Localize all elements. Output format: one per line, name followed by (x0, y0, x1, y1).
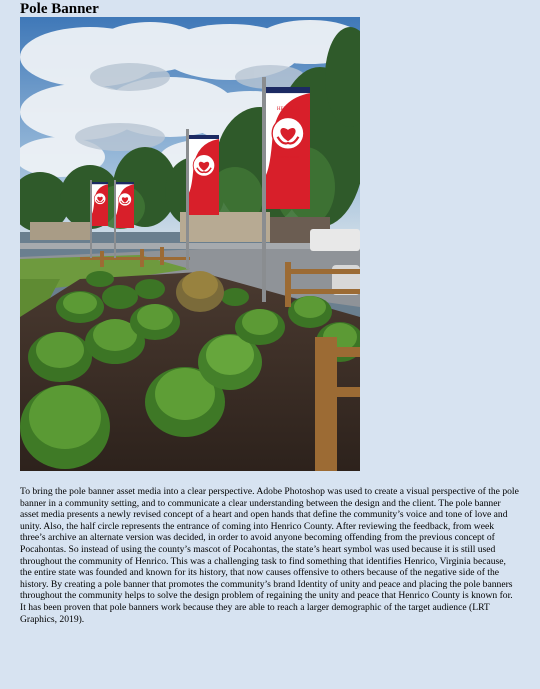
building (180, 212, 270, 242)
vehicle (310, 229, 360, 251)
pole-banner (266, 87, 310, 209)
banner-tagline: YOU'RE HOME (277, 154, 299, 159)
pole-banner (189, 135, 219, 215)
description-paragraph: To bring the pole banner asset media into a clear perspective. Adobe Photoshop was used to create a visual perspective of the pole banner in a community setting, and to communicate a clear understanding between the design and the client. The pole banner asset media presents a newly revised concept of a heart and open hands that define the community’s voice and tone of love and unity. Also, the half circle represents the entrance of coming into Henrico County. After reviewing the feedback, from week three’s archive an alternate version was decided, in order to avoid anyone becoming offending from the previous concept of Pocahontas. So instead of using the county’s mascot of Pocahontas, the state’s heart symbol was used because it is still used throughout the community of Henrico. This was a challenging task to find something that identifies Henrico, Virginia because, the entire state was founded and known for its history, that now causes offensive to others because of the negative side of the history. By creating a pole banner that promotes the community’s brand Identity of unity and peace and placing the pole banners throughout the community helps to solve the design problem of regaining the unity and peace that Henrico County is known for. It has been proven that pole banners work because they are able to reach a larger demographic of the target audience (LRT Graphics, 2019). (20, 486, 519, 625)
pole-banner-photo (20, 17, 360, 471)
pole-banner (116, 182, 134, 228)
banner-heading: HENRICO (276, 107, 300, 113)
page-title: Pole Banner (20, 1, 99, 17)
pole-banner (92, 182, 108, 226)
